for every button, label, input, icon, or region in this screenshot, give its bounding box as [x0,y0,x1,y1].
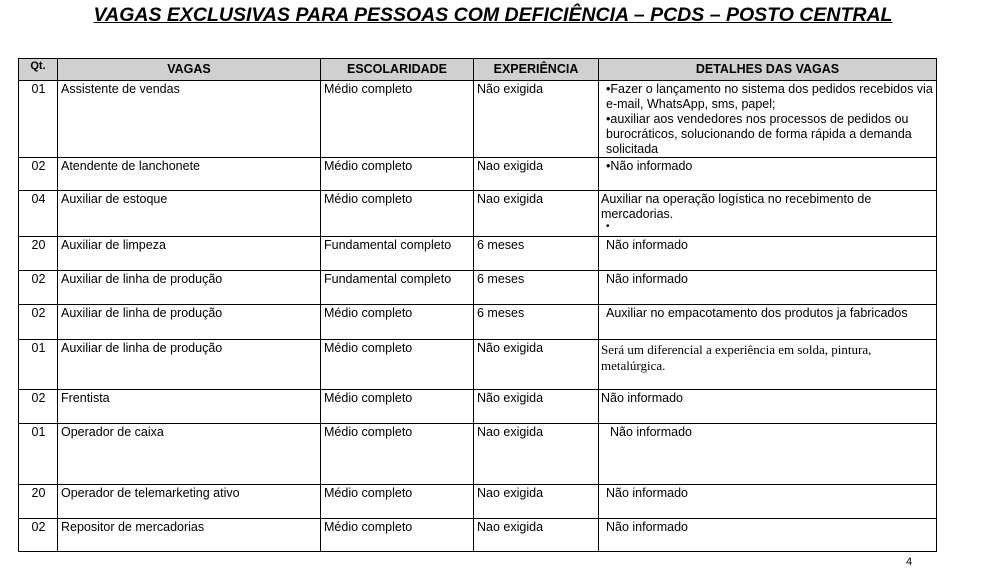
cell-vaga: Auxiliar de limpeza [58,237,321,271]
cell-vaga: Atendente de lanchonete [58,158,321,191]
detail-line: Não informado [606,520,688,534]
cell-detalhes [599,271,937,305]
table-row [19,237,937,271]
header-detalhes: DETALHES DAS VAGAS [599,59,937,81]
detail-line: • [606,221,610,232]
cell-detalhes [599,158,937,191]
cell-experiencia: 6 meses [474,271,599,305]
table-row [19,81,937,158]
cell-experiencia: Nao exigida [474,424,599,485]
cell-qt: 02 [19,305,58,340]
cell-qt: 02 [19,158,58,191]
cell-qt: 01 [19,81,58,158]
cell-vaga: Operador de telemarketing ativo [58,485,321,519]
cell-escolaridade: Médio completo [321,424,474,485]
detail-line: Será um diferencial a experiência em solda, pintura, metalúrgica. [601,342,872,373]
cell-qt: 02 [19,271,58,305]
table-row [19,485,937,519]
cell-vaga: Auxiliar de linha de produção [58,340,321,390]
header-experiencia: EXPERIÊNCIA [474,59,599,81]
cell-vaga: Operador de caixa [58,424,321,485]
cell-escolaridade: Fundamental completo [321,271,474,305]
table-row [19,424,937,485]
cell-detalhes [599,485,937,519]
cell-experiencia: 6 meses [474,237,599,271]
detail-line: Não informado [606,272,688,286]
detail-line: Não informado [606,238,688,252]
detail-line: •auxiliar aos vendedores nos processos de pedidos ou burocráticos, solucionando de forma rápida a demanda solicitada [606,112,912,156]
detail-line: Não informado [601,391,683,405]
cell-detalhes [599,519,937,552]
header-qt: Qt. [19,59,58,81]
cell-experiencia: 6 meses [474,305,599,340]
header-escolaridade: ESCOLARIDADE [321,59,474,81]
cell-experiencia: Não exigida [474,390,599,424]
detail-line: Auxiliar na operação logística no recebimento de mercadorias. [601,192,872,221]
table-row [19,271,937,305]
cell-escolaridade: Fundamental completo [321,237,474,271]
page-number: 4 [906,556,913,568]
cell-escolaridade: Médio completo [321,191,474,237]
cell-detalhes [599,390,937,424]
cell-qt: 02 [19,519,58,552]
table-row [19,390,937,424]
cell-qt: 02 [19,390,58,424]
table-row [19,158,937,191]
cell-vaga: Repositor de mercadorias [58,519,321,552]
cell-vaga: Auxiliar de linha de produção [58,305,321,340]
detail-line: Não informado [610,425,692,439]
cell-experiencia: Nao exigida [474,519,599,552]
detail-line: •Fazer o lançamento no sistema dos pedidos recebidos via e-mail, WhatsApp, sms, papel; [606,82,933,111]
cell-experiencia: Nao exigida [474,158,599,191]
table-row [19,340,937,390]
cell-detalhes [599,81,937,158]
cell-qt: 04 [19,191,58,237]
cell-escolaridade: Médio completo [321,390,474,424]
cell-experiencia: Nao exigida [474,191,599,237]
cell-experiencia: Não exigida [474,81,599,158]
cell-qt: 20 [19,485,58,519]
cell-escolaridade: Médio completo [321,158,474,191]
detail-line: Não informado [606,486,688,500]
vacancies-table [18,58,937,552]
detail-line: •Não informado [606,159,693,173]
header-vagas: VAGAS [58,59,321,81]
page-title: VAGAS EXCLUSIVAS PARA PESSOAS COM DEFICIÊNCIA – PCDS – POSTO CENTRAL [93,4,893,26]
detail-line: Auxiliar no empacotamento dos produtos ja fabricados [606,306,908,320]
cell-detalhes [599,305,937,340]
table-header-row [19,59,937,81]
cell-detalhes [599,340,937,390]
cell-qt: 20 [19,237,58,271]
cell-vaga: Auxiliar de linha de produção [58,271,321,305]
cell-vaga: Auxiliar de estoque [58,191,321,237]
cell-experiencia: Nao exigida [474,485,599,519]
cell-qt: 01 [19,340,58,390]
cell-escolaridade: Médio completo [321,519,474,552]
cell-experiencia: Não exigida [474,340,599,390]
cell-escolaridade: Médio completo [321,340,474,390]
cell-escolaridade: Médio completo [321,485,474,519]
cell-qt: 01 [19,424,58,485]
cell-detalhes [599,191,937,237]
cell-detalhes [599,237,937,271]
table-row [19,191,937,237]
cell-detalhes [599,424,937,485]
table-row [19,305,937,340]
cell-vaga: Assistente de vendas [58,81,321,158]
cell-escolaridade: Médio completo [321,305,474,340]
cell-vaga: Frentista [58,390,321,424]
table-row [19,519,937,552]
cell-escolaridade: Médio completo [321,81,474,158]
